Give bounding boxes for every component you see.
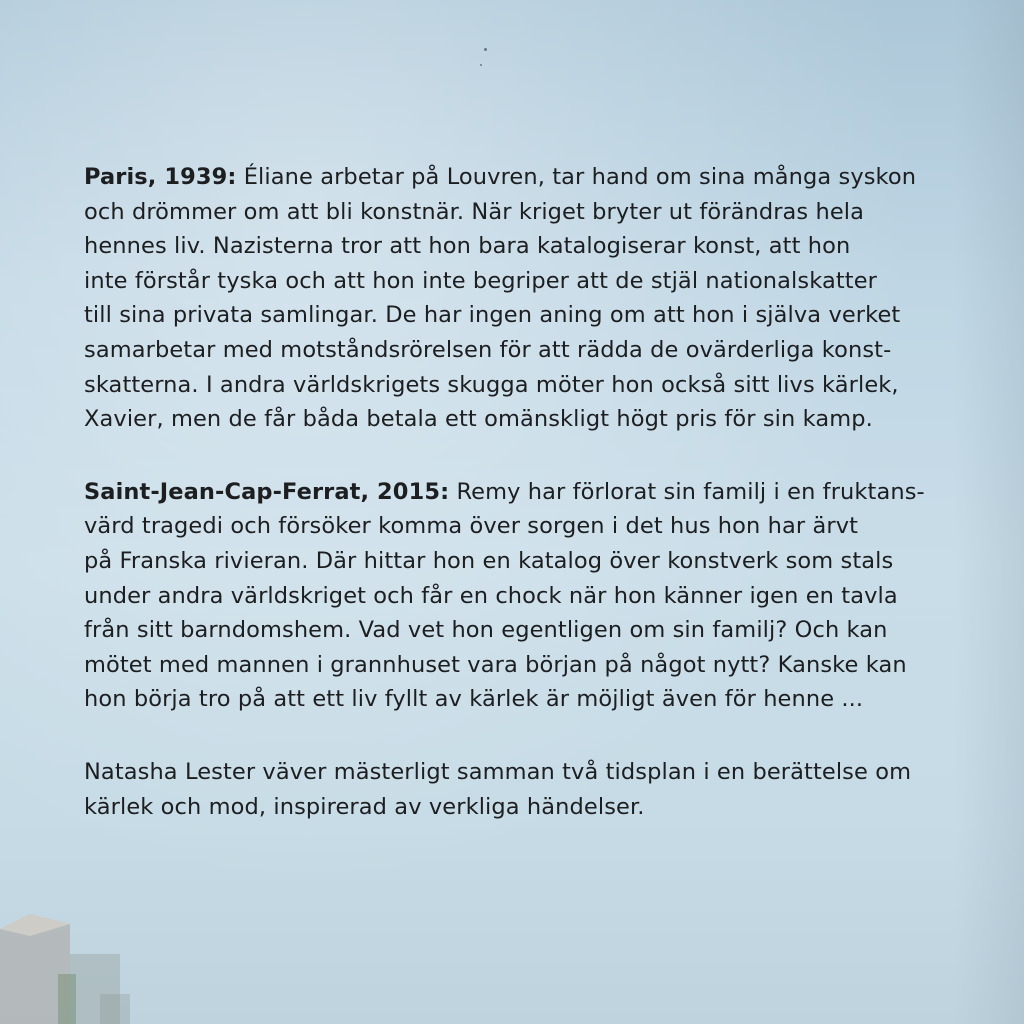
- text-line: hennes liv. Nazisterna tror att hon bara katalogiserar konst, att hon: [84, 233, 851, 260]
- text-line: samarbetar med motståndsrörelsen för att rädda de ovärderliga konst-: [84, 336, 892, 363]
- text-line: på Franska rivieran. Där hittar hon en katalog över konstverk som stals: [84, 547, 894, 574]
- speck: [480, 64, 482, 66]
- paragraph-saint-jean: [84, 475, 934, 717]
- page-edge-shadow: [954, 0, 1024, 1024]
- text-line: och drömmer om att bli konstnär. När kriget bryter ut förändras hela: [84, 198, 865, 225]
- text-line: Paris, 1939: Éliane arbetar på Louvren, tar hand om sina många syskon: [84, 164, 917, 190]
- back-cover-text: [84, 160, 934, 862]
- paragraph-paris: [84, 160, 934, 437]
- text-line: till sina privata samlingar. De har ingen aning om att hon i själva verket: [84, 302, 901, 329]
- text-line: Xavier, men de får båda betala ett omänskligt högt pris för sin kamp.: [84, 406, 873, 433]
- text-line: Natasha Lester väver mästerligt samman två tidsplan i en berättelse om: [84, 758, 912, 785]
- text-line: Saint-Jean-Cap-Ferrat, 2015: Remy har förlorat sin familj i en fruktans-: [84, 478, 925, 505]
- text-line: skatterna. I andra världskrigets skugga möter hon också sitt livs kärlek,: [84, 371, 899, 398]
- paragraph-lead: Paris, 1939:: [84, 164, 237, 190]
- paragraph-lead: Saint-Jean-Cap-Ferrat, 2015:: [84, 478, 450, 505]
- text-line: under andra världskriget och får en chock när hon känner igen en tavla: [84, 582, 898, 609]
- text-line: mötet med mannen i grannhuset vara början på något nytt? Kanske kan: [84, 651, 907, 678]
- text-line: inte förstår tyska och att hon inte begriper att de stjäl nationalskatter: [84, 267, 877, 294]
- speck: [484, 48, 487, 51]
- paragraph-summary: [84, 755, 934, 824]
- text-line: kärlek och mod, inspirerad av verkliga händelser.: [84, 793, 645, 820]
- text-line: från sitt barndomshem. Vad vet hon egentligen om sin familj? Och kan: [84, 617, 888, 644]
- building-silhouette: [0, 884, 160, 1024]
- text-line: hon börja tro på att ett liv fyllt av kärlek är möjligt även för henne ...: [84, 686, 864, 713]
- text-line: värd tragedi och försöker komma över sorgen i det hus hon har ärvt: [84, 513, 859, 540]
